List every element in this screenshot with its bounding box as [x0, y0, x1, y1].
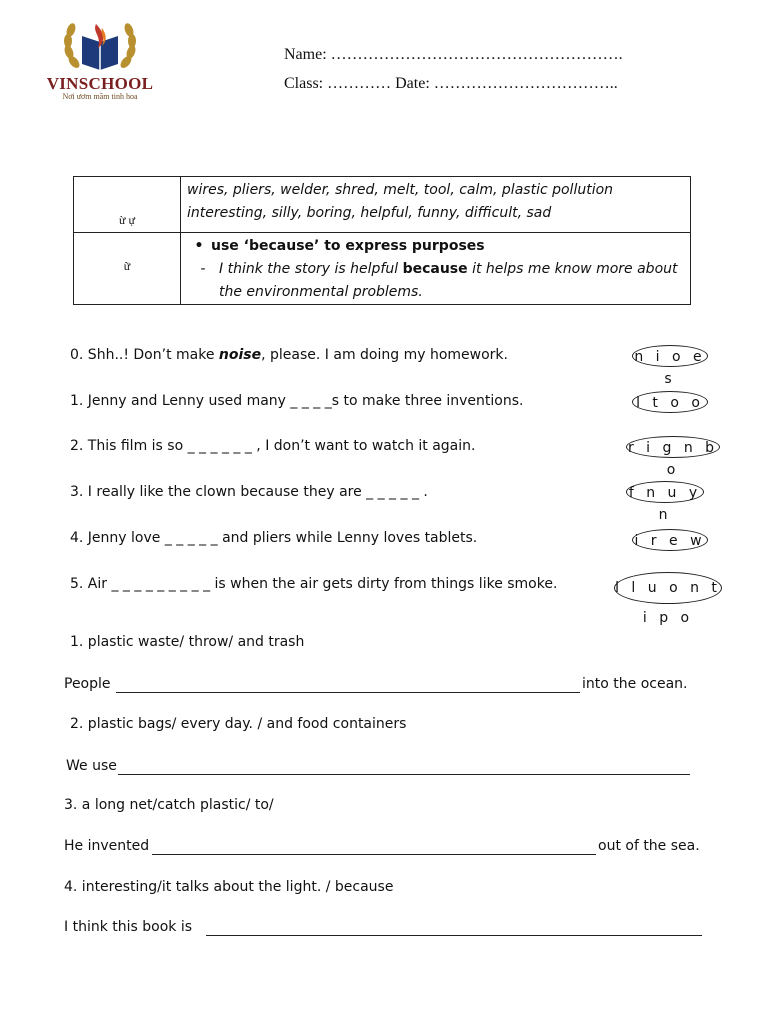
example-keyword: because [402, 261, 468, 277]
exercise2-start-4: I think this book is [64, 919, 193, 935]
vocabulary-line-1: wires, pliers, welder, shred, melt, tool, calm, plastic pollution [187, 182, 614, 198]
logo-slogan: Nơi ươm mầm tinh hoa [62, 92, 138, 101]
exercise2-start-3: He invented [64, 838, 150, 854]
grammar-example: - I think the story is helpful because it helps me know more about the environmental problems. [200, 261, 678, 300]
scramble-oval-5: l l u o n t i p o [614, 572, 722, 604]
grammar-cell [181, 233, 691, 305]
exercise2-prompt-3: 3. a long net/catch plastic/ to/ [64, 797, 274, 813]
exercise2-end-1: into the ocean. [582, 676, 688, 692]
scramble-oval-0: n i o e s [632, 345, 708, 367]
example-answer: noise [218, 347, 262, 363]
scramble-oval-3: f n u y n [626, 481, 704, 503]
answer-line-1[interactable] [116, 692, 580, 693]
exercise2-prompt-2: 2. plastic bags/ every day. / and food containers [70, 716, 407, 732]
exercise1-example [70, 347, 508, 363]
scramble-oval-4: i r e w [632, 529, 708, 551]
laurel-book-icon [44, 14, 156, 76]
example-text-pre: I think the story is helpful [219, 261, 399, 277]
vocabulary-cell [181, 177, 691, 233]
grammar-rule: • use ‘because’ to express purposes [194, 238, 485, 254]
exercise2-prompt-1: 1. plastic waste/ throw/ and trash [70, 634, 305, 650]
scramble-oval-2: r i g n b o [626, 436, 720, 458]
exercise1-item-1: 1. Jenny and Lenny used many _ _ _ _s to make three inventions. [70, 393, 524, 409]
vocabulary-label: ừ ự [118, 213, 135, 227]
answer-line-3[interactable] [152, 854, 596, 855]
exercise2-end-3: out of the sea. [598, 838, 700, 854]
exercise2-start-2: We use [66, 758, 117, 774]
exercise1-item-2: 2. This film is so _ _ _ _ _ _ , I don’t want to watch it again. [70, 438, 476, 454]
vocabulary-label-cell [74, 177, 181, 233]
logo-wordmark: VINSCHOOL [46, 74, 154, 93]
exercise1-item-3: 3. I really like the clown because they are _ _ _ _ _ . [70, 484, 428, 500]
scramble-oval-1: l t o o [632, 391, 708, 413]
grammar-label: ữ [123, 259, 131, 273]
answer-line-2[interactable] [118, 774, 690, 775]
grammar-rule-text: use ‘because’ to express purposes [211, 238, 485, 254]
exercise1-item-4: 4. Jenny love _ _ _ _ _ and pliers while Lenny loves tablets. [70, 530, 478, 546]
vocabulary-line-2: interesting, silly, boring, helpful, funny, difficult, sad [187, 205, 552, 221]
example-pre: 0. Shh..! Don’t make [70, 347, 215, 363]
exercise2-prompt-4: 4. interesting/it talks about the light. / because [64, 879, 394, 895]
example-post: , please. I am doing my homework. [261, 347, 508, 363]
name-field-line[interactable]: Name: ………………………………………………. [284, 46, 623, 63]
exercise1-item-5: 5. Air _ _ _ _ _ _ _ _ _ is when the air gets dirty from things like smoke. [70, 576, 558, 592]
review-table [73, 176, 691, 305]
exercise2-start-1: People [64, 676, 111, 692]
grammar-label-cell [74, 233, 181, 305]
answer-line-4[interactable] [206, 935, 702, 936]
class-date-line[interactable]: Class: ………… Date: …………………………….. [284, 75, 618, 92]
example-text-post: it helps me know more about the environmental problems. [219, 261, 678, 300]
